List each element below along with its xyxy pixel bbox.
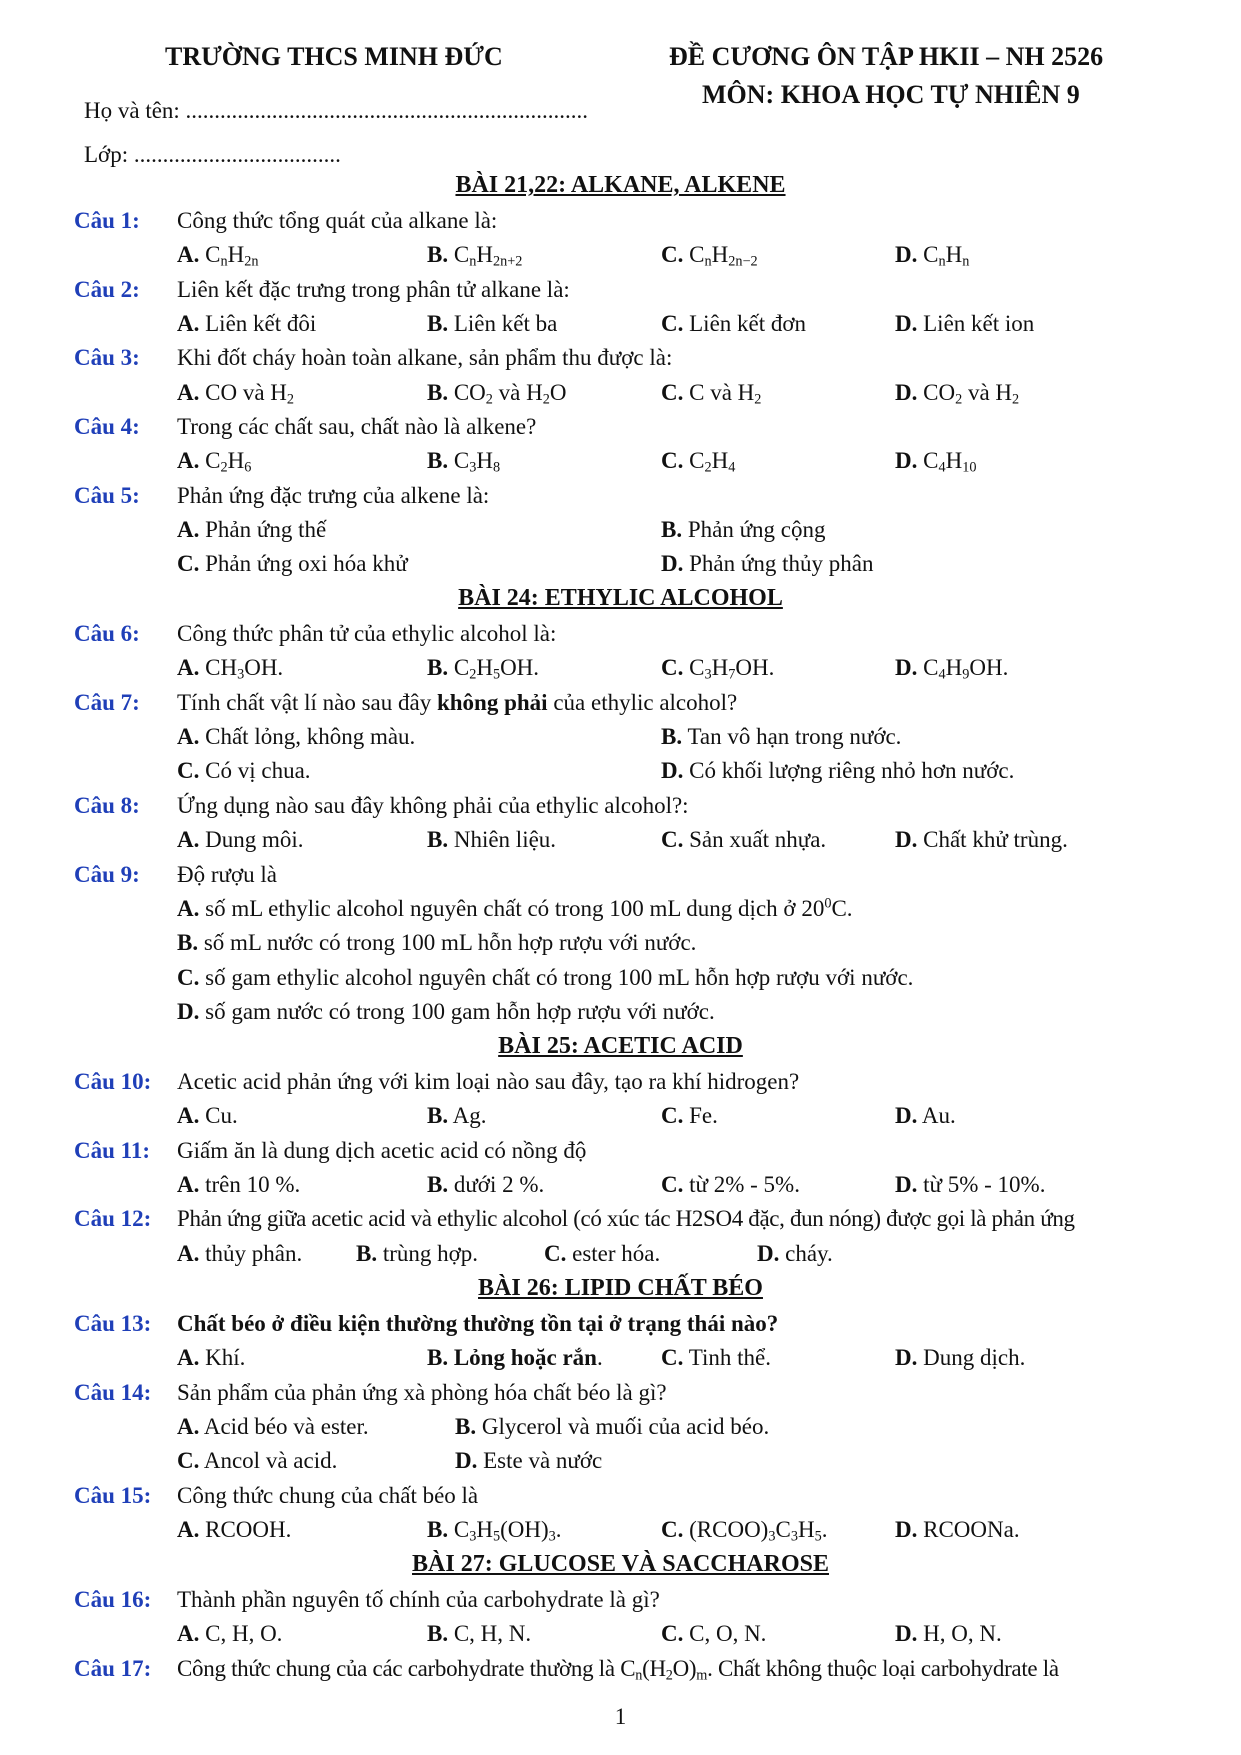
option-a: A. Chất lỏng, không màu. <box>177 724 416 749</box>
option-c: C. $(RCOO)_3C_3H_5$. <box>661 1517 828 1545</box>
option-c: C. Có vị chua. <box>177 758 311 783</box>
option-c: C. C và $H_2$ <box>661 380 762 408</box>
question-6 <box>0 621 1241 655</box>
question-text: Chất béo ở điều kiện thường thường tồn tại ở trạng thái nào? <box>177 1311 779 1336</box>
question-text: Ứng dụng nào sau đây không phải của ethylic alcohol?: <box>177 793 689 818</box>
option-a: A. Dung môi. <box>177 827 304 852</box>
question-11 <box>0 1138 1241 1172</box>
option-d: D. $C_nH_n$ <box>895 242 970 270</box>
section-heading-lipid: BÀI 26: LIPID CHẤT BÉO <box>478 1275 763 1301</box>
section-heading-alkane: BÀI 21,22: ALKANE, ALKENE <box>455 172 786 198</box>
options-13 <box>0 1345 1241 1379</box>
option-b: B. $C_3H_8$ <box>427 448 501 476</box>
option-b: B. $C_3H_5(OH)_3$. <box>427 1517 562 1545</box>
school-name: TRƯỜNG THCS MINH ĐỨC <box>165 42 503 71</box>
question-label: Câu 4: <box>74 414 140 439</box>
option-9d <box>0 999 1241 1033</box>
question-10 <box>0 1069 1241 1103</box>
option-a: A. $C_nH_{2n}$ <box>177 242 259 270</box>
option-a: A. CO và $H_2$ <box>177 380 295 408</box>
question-text: Công thức chung của chất béo là <box>177 1483 479 1508</box>
option-9a <box>0 896 1241 930</box>
option-d: D. Au. <box>895 1103 956 1128</box>
option-b: B. C, H, N. <box>427 1621 532 1646</box>
option-a: A. Liên kết đôi <box>177 311 317 336</box>
options-7-row1 <box>0 724 1241 758</box>
option-d: D. cháy. <box>757 1241 833 1266</box>
question-9 <box>0 862 1241 896</box>
question-label: Câu 1: <box>74 208 140 233</box>
option-b: B. Ag. <box>427 1103 487 1128</box>
options-8 <box>0 827 1241 861</box>
question-label: Câu 14: <box>74 1380 152 1405</box>
option-c: C. số gam ethylic alcohol nguyên chất có trong 100 mL hỗn hợp rượu với nước. <box>177 965 914 990</box>
option-c: C. Phản ứng oxi hóa khử <box>177 551 408 576</box>
option-b: B. Nhiên liệu. <box>427 827 557 852</box>
option-c: C. $C_2H_4$ <box>661 448 736 476</box>
options-5-row1 <box>0 517 1241 551</box>
option-b: B. Liên kết ba <box>427 311 558 336</box>
option-c: C. $C_3H_7OH$. <box>661 655 775 683</box>
option-b: B. $CO_2$ và $H_2O$ <box>427 380 567 408</box>
question-label: Câu 6: <box>74 621 140 646</box>
question-text: Công thức tổng quát của alkane là: <box>177 208 498 233</box>
question-text: Acetic acid phản ứng với kim loại nào sau đây, tạo ra khí hidrogen? <box>177 1069 800 1094</box>
option-c: C. $C_nH_{2n-2}$ <box>661 242 758 270</box>
option-d: D. số gam nước có trong 100 gam hỗn hợp rượu với nước. <box>177 999 715 1024</box>
options-16 <box>0 1621 1241 1655</box>
question-12 <box>0 1206 1241 1240</box>
option-d: D. Chất khử trùng. <box>895 827 1068 852</box>
options-1 <box>0 242 1241 276</box>
option-b: B. số mL nước có trong 100 mL hỗn hợp rượu với nước. <box>177 930 697 955</box>
option-d: D. RCOONa. <box>895 1517 1020 1542</box>
question-label: Câu 10: <box>74 1069 152 1094</box>
question-label: Câu 12: <box>74 1206 152 1231</box>
option-d: D. $CO_2$ và $H_2$ <box>895 380 1020 408</box>
option-d: D. $C_4H_9OH$. <box>895 655 1009 683</box>
option-d: D. Dung dịch. <box>895 1345 1026 1370</box>
options-10 <box>0 1103 1241 1137</box>
question-label: Câu 2: <box>74 277 140 302</box>
option-a: A. Acid béo và ester. <box>177 1414 369 1439</box>
question-text: Trong các chất sau, chất nào là alkene? <box>177 414 537 439</box>
option-c: C. Tinh thể. <box>661 1345 771 1370</box>
question-label: Câu 9: <box>74 862 140 887</box>
question-text: Tính chất vật lí nào sau đây không phải của ethylic alcohol? <box>177 690 738 715</box>
question-15 <box>0 1483 1241 1517</box>
option-b: B. dưới 2 %. <box>427 1172 545 1197</box>
options-14-row1 <box>0 1414 1241 1448</box>
option-d: D. H, O, N. <box>895 1621 1002 1646</box>
name-field-label: Họ và tên: ...................................................................... <box>84 98 589 123</box>
option-d: D. Có khối lượng riêng nhỏ hơn nước. <box>661 758 1015 783</box>
option-c: C. từ 2% - 5%. <box>661 1172 800 1197</box>
question-text: Phản ứng đặc trưng của alkene là: <box>177 483 490 508</box>
option-d: D. $C_4H_{10}$ <box>895 448 977 476</box>
option-a: A. $CH_3OH$. <box>177 655 284 683</box>
option-a: A. Cu. <box>177 1103 238 1128</box>
question-label: Câu 5: <box>74 483 140 508</box>
question-17 <box>0 1656 1241 1690</box>
question-label: Câu 11: <box>74 1138 151 1163</box>
section-heading-ethylic-alcohol: BÀI 24: ETHYLIC ALCOHOL <box>458 585 783 611</box>
option-a: A. C, H, O. <box>177 1621 283 1646</box>
option-c: C. Sản xuất nhựa. <box>661 827 827 852</box>
question-text: Giấm ăn là dung dịch acetic acid có nồng độ <box>177 1138 587 1163</box>
question-text: Sản phẩm của phản ứng xà phòng hóa chất béo là gì? <box>177 1380 667 1405</box>
question-text: Độ rượu là <box>177 862 277 887</box>
option-a: A. trên 10 %. <box>177 1172 301 1197</box>
option-b: B. $C_2H_5OH$. <box>427 655 540 683</box>
page-number: 1 <box>614 1704 627 1729</box>
section-heading-acetic-acid: BÀI 25: ACETIC ACID <box>498 1033 743 1059</box>
document-title: ĐỀ CƯƠNG ÔN TẬP HKII – NH 2526 <box>669 42 1104 71</box>
options-12 <box>0 1241 1241 1275</box>
question-text: Phản ứng giữa acetic acid và ethylic alcohol (có xúc tác H2SO4 đặc, đun nóng) được gọi là phản ứng <box>177 1206 1075 1231</box>
option-a: A. số mL ethylic alcohol nguyên chất có trong 100 mL dung dịch ở $20^0C$. <box>177 895 853 921</box>
question-3 <box>0 345 1241 379</box>
question-text: Công thức phân tử của ethylic alcohol là: <box>177 621 557 646</box>
question-13 <box>0 1311 1241 1345</box>
options-15 <box>0 1517 1241 1551</box>
question-label: Câu 13: <box>74 1311 152 1336</box>
option-9c <box>0 965 1241 999</box>
question-16 <box>0 1587 1241 1621</box>
option-d: D. Este và nước <box>455 1448 603 1473</box>
question-label: Câu 15: <box>74 1483 152 1508</box>
option-c: C. ester hóa. <box>544 1241 661 1266</box>
option-b: B. Lỏng hoặc rắn. <box>427 1345 603 1370</box>
question-5 <box>0 483 1241 517</box>
options-2 <box>0 311 1241 345</box>
options-6 <box>0 655 1241 689</box>
option-a: A. Phản ứng thế <box>177 517 327 542</box>
option-c: C. Ancol và acid. <box>177 1448 338 1473</box>
option-b: B. trùng hợp. <box>356 1241 479 1266</box>
question-7 <box>0 690 1241 724</box>
option-b: B. Tan vô hạn trong nước. <box>661 724 902 749</box>
option-c: C. C, O, N. <box>661 1621 767 1646</box>
question-text: Khi đốt cháy hoàn toàn alkane, sản phẩm thu được là: <box>177 345 673 370</box>
class-field-label: Lớp: .................................... <box>84 142 341 167</box>
option-c: C. Liên kết đơn <box>661 311 807 336</box>
question-label: Câu 8: <box>74 793 140 818</box>
question-label: Câu 3: <box>74 345 140 370</box>
options-7-row2 <box>0 758 1241 792</box>
option-d: D. từ 5% - 10%. <box>895 1172 1046 1197</box>
question-label: Câu 16: <box>74 1587 152 1612</box>
question-text: Thành phần nguyên tố chính của carbohydrate là gì? <box>177 1587 660 1612</box>
question-text: Công thức chung của các carbohydrate thường là $C_n(H_2O)_m$. Chất không thuộc loại carbohydrate là <box>177 1656 1059 1684</box>
option-d: D. Phản ứng thủy phân <box>661 551 874 576</box>
option-c: C. Fe. <box>661 1103 718 1128</box>
option-a: A. Khí. <box>177 1345 246 1370</box>
option-a: A. RCOOH. <box>177 1517 292 1542</box>
options-5-row2 <box>0 551 1241 585</box>
options-14-row2 <box>0 1448 1241 1482</box>
subject-title: MÔN: KHOA HỌC TỰ NHIÊN 9 <box>702 80 1080 109</box>
option-a: A. thủy phân. <box>177 1241 303 1266</box>
section-heading-glucose: BÀI 27: GLUCOSE VÀ SACCHAROSE <box>412 1551 829 1577</box>
question-14 <box>0 1380 1241 1414</box>
question-2 <box>0 277 1241 311</box>
option-b: B. Glycerol và muối của acid béo. <box>455 1414 770 1439</box>
option-b: B. $C_nH_{2n+2}$ <box>427 242 523 270</box>
question-8 <box>0 793 1241 827</box>
options-3 <box>0 380 1241 414</box>
options-11 <box>0 1172 1241 1206</box>
options-4 <box>0 448 1241 482</box>
option-a: A. $C_2H_6$ <box>177 448 252 476</box>
question-label: Câu 7: <box>74 690 140 715</box>
option-9b <box>0 930 1241 964</box>
question-label: Câu 17: <box>74 1656 152 1681</box>
question-text: Liên kết đặc trưng trong phân tử alkane là: <box>177 277 570 302</box>
question-4 <box>0 414 1241 448</box>
question-1 <box>0 208 1241 242</box>
option-b: B. Phản ứng cộng <box>661 517 826 542</box>
option-d: D. Liên kết ion <box>895 311 1035 336</box>
